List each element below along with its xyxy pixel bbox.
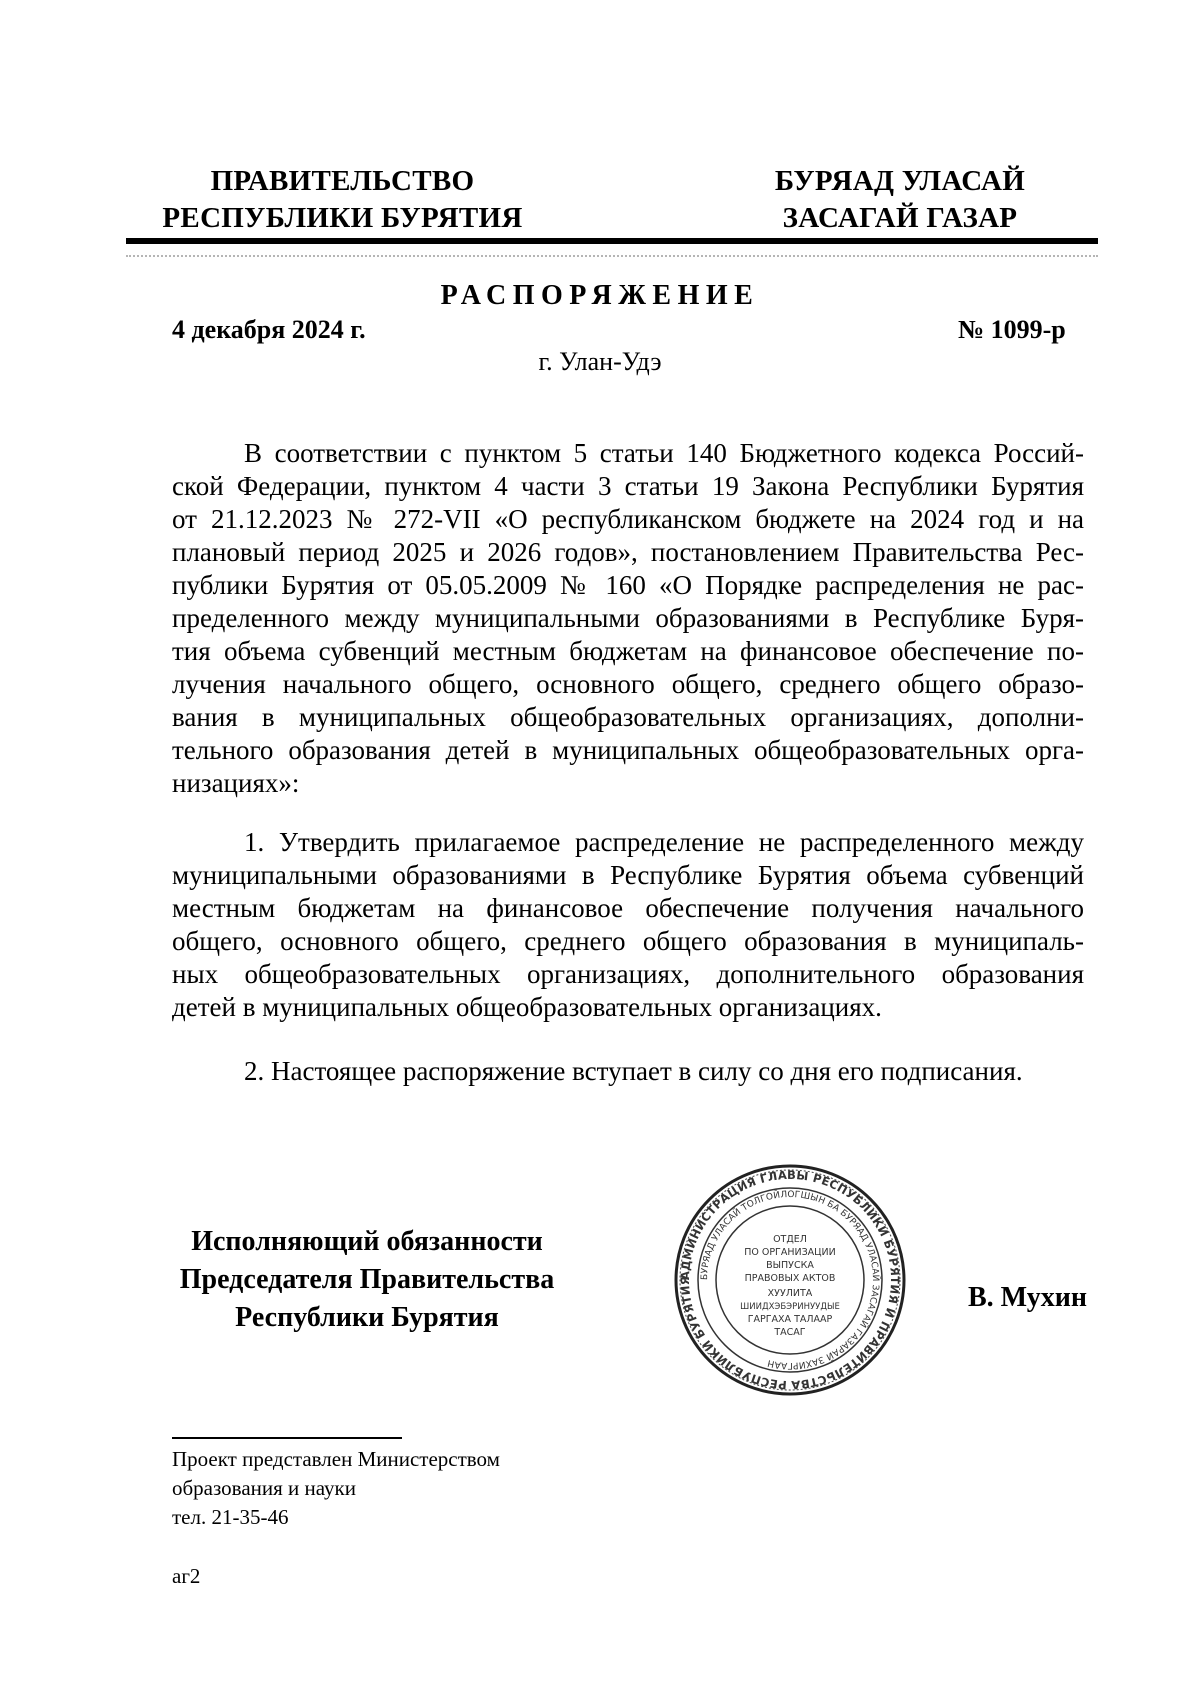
document-place: г. Улан-Удэ <box>538 347 662 376</box>
footnote-author <box>172 1445 500 1532</box>
header-org-ru-line-2: РЕСПУБЛИКИ БУРЯТИЯ <box>162 202 523 234</box>
text-line: 1. Утвердить прилагаемое распределение не распределенного между <box>244 827 1084 857</box>
header-org-bua-line-2: ЗАСАГАЙ ГАЗАР <box>782 202 1018 234</box>
document-number: № 1099-р <box>958 315 1066 344</box>
text-line: от 21.12.2023 № 272-VII «О республиканском бюджете на 2024 год и на <box>172 504 1084 534</box>
seal-center-line: ОТДЕЛ <box>773 1234 807 1245</box>
seal-center-line: ХУУЛИТА <box>767 1288 813 1299</box>
seal-center-line: ПРАВОВЫХ АКТОВ <box>744 1273 836 1284</box>
body-paragraph-1 <box>172 437 1084 800</box>
seal-center-line: ШИИДХЭБЭРИНУУДЫЕ <box>740 1302 840 1312</box>
seal-center-line: ПО ОРГАНИЗАЦИИ <box>744 1247 836 1258</box>
signatory-name: В. Мухин <box>968 1282 1087 1313</box>
seal-outer-text: АДМИНИСТРАЦИЯ ГЛАВЫ РЕСПУБЛИКИ БУРЯТИЯ И ПРАВИТЕЛЬСТВА РЕСПУБЛИКИ БУРЯТИЯ <box>677 1167 903 1393</box>
seal-center-text <box>740 1234 840 1338</box>
text-line: пределенного между муниципальными образованиями в Республике Буря- <box>172 603 1084 633</box>
header-org-bua <box>740 163 1060 237</box>
signatory-role-line-3: Республики Бурятия <box>235 1302 499 1333</box>
text-line: публики Бурятия от 05.05.2009 № 160 «О Порядке распределения не рас- <box>172 570 1084 600</box>
header-rule-thick <box>126 238 1098 244</box>
text-line: вания в муниципальных общеобразовательных организациях, дополни- <box>172 702 1084 732</box>
header-org-ru-line-1: ПРАВИТЕЛЬСТВО <box>210 165 475 197</box>
text-line: тельного образования детей в муниципальных общеобразовательных орга- <box>172 735 1084 765</box>
text-line: В соответствии с пунктом 5 статьи 140 Бюджетного кодекса Россий- <box>244 438 1084 468</box>
signatory-role <box>152 1223 582 1337</box>
signatory-role-line-2: Председателя Правительства <box>179 1264 555 1295</box>
text-line: низациях»: <box>172 768 300 798</box>
header-rule-thin <box>126 255 1098 257</box>
official-seal <box>670 1160 910 1400</box>
text-line: детей в муниципальных общеобразовательных организациях. <box>172 992 882 1022</box>
seal-inner-text: БУРЯАД УЛАСАЙ ТОЛГОЙЛОГШЫН БА БУРЯАД УЛАСАЙ ЗАСАГАЙ ГАЗАРАЙ ЗАХИРГААН <box>699 1189 881 1371</box>
seal-center-line: ГАРГАХА ТАЛААР <box>747 1314 833 1325</box>
text-line: ных общеобразовательных организациях, дополнительного образования <box>172 959 1084 989</box>
footnote-rule <box>172 1437 402 1439</box>
text-line: плановый период 2025 и 2026 годов», постановлением Правительства Рес- <box>172 537 1084 567</box>
footnote-line-2: образования и науки <box>172 1476 356 1500</box>
seal-center-line: ВЫПУСКА <box>766 1260 814 1271</box>
body-paragraph-3 <box>172 1055 1084 1088</box>
footnote-phone: тел. 21-35-46 <box>172 1505 289 1529</box>
text-line: муниципальными образованиями в Республике Бурятия объема субвенций <box>172 860 1084 890</box>
seal-center-line: ТАСАГ <box>774 1327 806 1338</box>
signatory-role-line-1: Исполняющий обязанности <box>191 1226 543 1257</box>
document-date: 4 декабря 2024 г. <box>172 315 366 344</box>
body-paragraph-2 <box>172 826 1084 1024</box>
document-code: аг2 <box>172 1564 201 1588</box>
text-line: ской Федерации, пунктом 4 части 3 статьи 19 Закона Республики Бурятия <box>172 471 1084 501</box>
text-line: тия объема субвенций местным бюджетам на финансовое обеспечение по- <box>172 636 1084 666</box>
text-line: лучения начального общего, основного общего, среднего общего образо- <box>172 669 1084 699</box>
text-line: местным бюджетам на финансовое обеспечение получения начального <box>172 893 1084 923</box>
footnote-line-1: Проект представлен Министерством <box>172 1447 500 1471</box>
document-type: РАСПОРЯЖЕНИЕ <box>440 280 760 311</box>
text-line: общего, основного общего, среднего общего образования в муниципаль- <box>172 926 1084 956</box>
text-line: 2. Настоящее распоряжение вступает в силу со дня его подписания. <box>244 1056 1023 1086</box>
header-org-ru <box>150 163 535 237</box>
header-org-bua-line-1: БУРЯАД УЛАСАЙ <box>774 165 1026 197</box>
